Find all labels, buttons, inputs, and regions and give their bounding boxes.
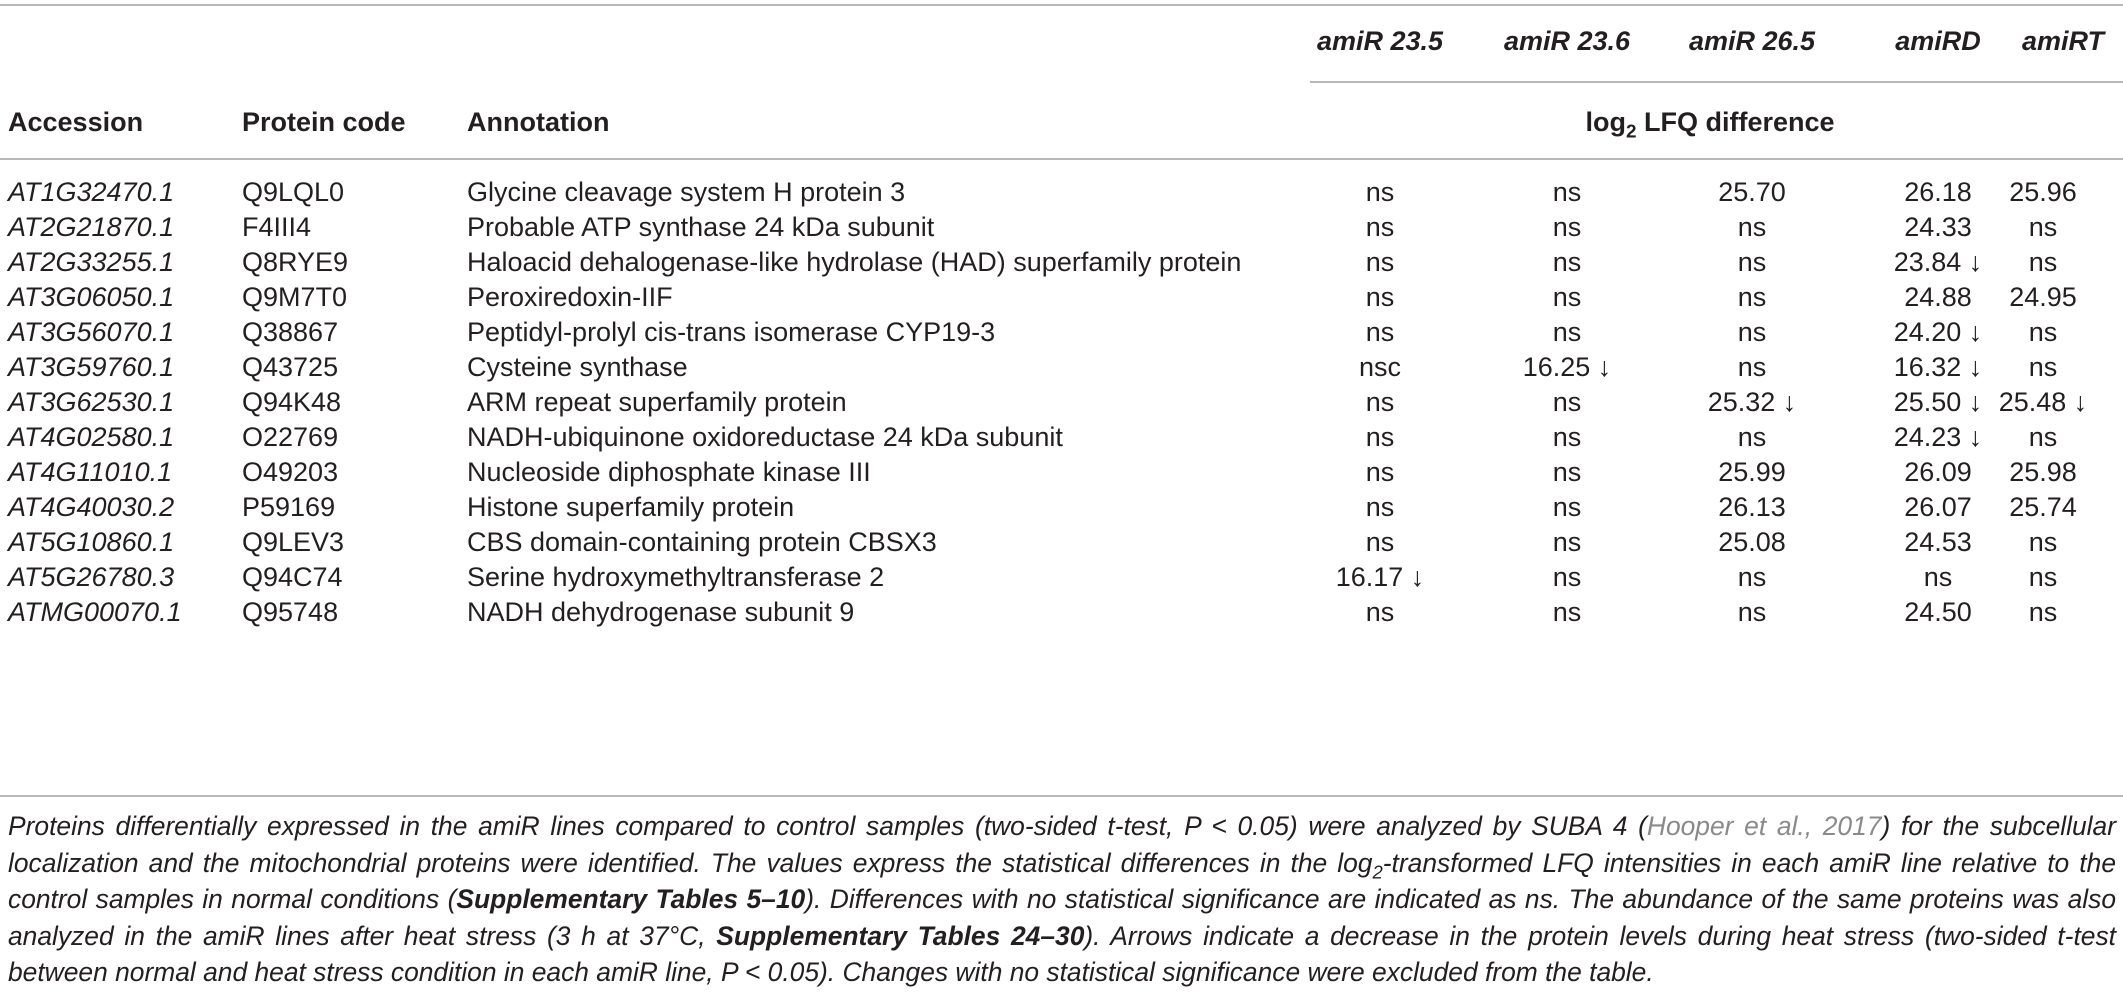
lfq-value-cell: 24.88 (1904, 282, 1972, 312)
column-header-amir-23-5: amiR 23.5 (1316, 26, 1444, 56)
footnote-text-1: Proteins differentially expressed in the amiR lines compared to control samples (two-sided t-test, P < 0.05) were analyzed by SUBA 4 ( (8, 811, 1647, 841)
column-header-lfq-difference (1510, 106, 1910, 143)
protein-code-cell: Q94K48 (242, 387, 342, 417)
lfq-value-cell: ns (2028, 317, 2058, 347)
lfq-value-cell: ns (1365, 597, 1395, 627)
lfq-value-cell: 24.23 ↓ (1893, 422, 1983, 452)
lfq-value-cell: 26.09 (1904, 457, 1972, 487)
lfq-value-cell: ns (1737, 562, 1767, 592)
lfq-value-cell: 25.50 ↓ (1893, 387, 1983, 417)
lfq-value-cell: 25.96 (2009, 177, 2077, 207)
lfq-value-cell: ns (2028, 527, 2058, 557)
annotation-cell: Probable ATP synthase 24 kDa subunit (467, 212, 935, 242)
lfq-value-cell: ns (1552, 247, 1582, 277)
column-header-amirt: amiRT (2021, 26, 2105, 56)
lfq-value-cell: ns (1552, 387, 1582, 417)
lfq-value-cell: ns (1552, 212, 1582, 242)
annotation-cell: Peptidyl-prolyl cis-trans isomerase CYP19-3 (467, 317, 996, 347)
lfq-value-cell: 24.50 (1904, 597, 1972, 627)
accession-cell: AT5G26780.3 (8, 562, 175, 592)
protein-code-cell: P59169 (242, 492, 336, 522)
lfq-value-cell: 26.07 (1904, 492, 1972, 522)
lfq-value-cell: ns (1365, 282, 1395, 312)
accession-cell: AT1G32470.1 (8, 177, 175, 207)
column-header-protein-code: Protein code (242, 107, 406, 137)
lfq-value-cell: ns (1365, 422, 1395, 452)
lfq-value-cell: ns (2028, 562, 2058, 592)
lfq-value-cell: ns (1365, 317, 1395, 347)
lfq-value-cell: 25.48 ↓ (1998, 387, 2088, 417)
lfq-value-cell: ns (1365, 212, 1395, 242)
protein-code-cell: Q9M7T0 (242, 282, 348, 312)
lfq-value-cell: ns (2028, 212, 2058, 242)
accession-cell: AT3G62530.1 (8, 387, 175, 417)
lfq-value-cell: 24.53 (1904, 527, 1972, 557)
footnote-supplementary-ref-1[interactable]: Supplementary Tables 5–10 (456, 884, 806, 914)
protein-code-cell: Q94C74 (242, 562, 343, 592)
accession-cell: AT5G10860.1 (8, 527, 175, 557)
protein-code-cell: Q9LEV3 (242, 527, 345, 557)
accession-cell: AT4G02580.1 (8, 422, 175, 452)
lfq-value-cell: 25.32 ↓ (1707, 387, 1797, 417)
annotation-cell: Nucleoside diphosphate kinase III (467, 457, 871, 487)
lfq-value-cell: ns (1737, 282, 1767, 312)
accession-cell: ATMG00070.1 (8, 597, 182, 627)
lfq-value-cell: ns (1737, 247, 1767, 277)
annotation-cell: NADH dehydrogenase subunit 9 (467, 597, 855, 627)
lfq-value-cell: 24.33 (1904, 212, 1972, 242)
annotation-cell: Cysteine synthase (467, 352, 688, 382)
footnote-text-2: ) for the subcellular localization and the mitochondrial proteins were identified. The values express the statistical differences in the log (8, 811, 2116, 878)
lfq-value-cell: ns (1552, 422, 1582, 452)
protein-code-cell: Q38867 (242, 317, 339, 347)
lfq-value-cell: 26.13 (1718, 492, 1786, 522)
column-header-amird: amiRD (1895, 26, 1981, 56)
lfq-value-cell: 16.25 ↓ (1522, 352, 1612, 382)
protein-code-cell: Q9LQL0 (242, 177, 345, 207)
lfq-value-cell: ns (1365, 247, 1395, 277)
lfq-value-cell: 25.70 (1718, 177, 1786, 207)
lfq-value-cell: ns (1923, 562, 1953, 592)
footnote-text-5: ). Arrows indicate a decrease in the protein levels during heat stress (two-sided t-test between normal and heat stress condition in each amiR line, P < 0.05). Changes with no statistical significance were excluded from the table. (8, 920, 2117, 987)
lfq-difference-label: LFQ difference (1636, 107, 1835, 137)
accession-cell: AT4G11010.1 (8, 457, 173, 487)
column-header-amir-23-6: amiR 23.6 (1503, 26, 1631, 56)
lfq-value-cell: 26.18 (1904, 177, 1972, 207)
accession-cell: AT3G06050.1 (8, 282, 175, 312)
lfq-value-cell: ns (1552, 527, 1582, 557)
protein-code-cell: O49203 (242, 457, 339, 487)
lfq-value-cell: 25.99 (1718, 457, 1786, 487)
lfq-value-cell: 16.17 ↓ (1335, 562, 1425, 592)
amir-group-rule (1310, 81, 2123, 83)
footnote-reference-link[interactable]: Hooper et al., 2017 (1646, 811, 1882, 841)
lfq-value-cell: ns (1737, 352, 1767, 382)
bottom-rule (0, 795, 2123, 797)
lfq-value-cell: 25.74 (2009, 492, 2077, 522)
lfq-value-cell: ns (2028, 352, 2058, 382)
lfq-value-cell: ns (1737, 422, 1767, 452)
column-header-annotation: Annotation (467, 107, 610, 137)
lfq-value-cell: ns (1552, 177, 1582, 207)
annotation-cell: Glycine cleavage system H protein 3 (467, 177, 906, 207)
annotation-cell: ARM repeat superfamily protein (467, 387, 847, 417)
header-rule (0, 158, 2123, 160)
lfq-log-label: log (1585, 107, 1626, 137)
annotation-cell: Serine hydroxymethyltransferase 2 (467, 562, 885, 592)
lfq-value-cell: ns (1365, 387, 1395, 417)
annotation-cell: Peroxiredoxin-IIF (467, 282, 673, 312)
lfq-value-cell: ns (1552, 597, 1582, 627)
accession-cell: AT3G59760.1 (8, 352, 175, 382)
annotation-cell: Histone superfamily protein (467, 492, 795, 522)
lfq-value-cell: 25.08 (1718, 527, 1786, 557)
annotation-cell: NADH-ubiquinone oxidoreductase 24 kDa subunit (467, 422, 1063, 452)
protein-code-cell: F4III4 (242, 212, 312, 242)
lfq-value-cell: ns (1365, 527, 1395, 557)
lfq-value-cell: 24.20 ↓ (1893, 317, 1983, 347)
footnote-subscript: 2 (1372, 860, 1383, 882)
lfq-value-cell: 23.84 ↓ (1893, 247, 1983, 277)
lfq-value-cell: ns (1365, 177, 1395, 207)
lfq-value-cell: ns (2028, 597, 2058, 627)
protein-code-cell: Q43725 (242, 352, 339, 382)
accession-cell: AT3G56070.1 (8, 317, 175, 347)
accession-cell: AT2G33255.1 (8, 247, 175, 277)
lfq-value-cell: ns (1552, 562, 1582, 592)
accession-cell: AT2G21870.1 (8, 212, 175, 242)
lfq-value-cell: ns (1552, 457, 1582, 487)
lfq-value-cell: ns (2028, 247, 2058, 277)
top-rule (0, 4, 2123, 6)
lfq-value-cell: nsc (1358, 352, 1402, 382)
lfq-value-cell: ns (1737, 597, 1767, 627)
annotation-cell: CBS domain-containing protein CBSX3 (467, 527, 937, 557)
annotation-cell: Haloacid dehalogenase-like hydrolase (HAD) superfamily protein (467, 247, 1242, 277)
lfq-value-cell: ns (1365, 457, 1395, 487)
lfq-value-cell: 25.98 (2009, 457, 2077, 487)
lfq-value-cell: ns (1552, 492, 1582, 522)
table-footnote (8, 808, 2116, 991)
footnote-text-3: -transformed LFQ intensities in each amiR line relative to the control samples in normal conditions ( (8, 847, 2116, 914)
lfq-log-subscript: 2 (1625, 121, 1637, 143)
column-header-accession: Accession (8, 107, 144, 137)
lfq-value-cell: ns (1737, 317, 1767, 347)
footnote-text-4: ). Differences with no statistical significance are indicated as ns. The abundance of the same proteins was also analyzed in the amiR lines after heat stress (3 h at 37°C, (8, 884, 2116, 951)
lfq-value-cell: 24.95 (2009, 282, 2077, 312)
protein-code-cell: Q8RYE9 (242, 247, 349, 277)
lfq-value-cell: ns (1365, 492, 1395, 522)
protein-code-cell: Q95748 (242, 597, 339, 627)
lfq-value-cell: ns (1552, 317, 1582, 347)
accession-cell: AT4G40030.2 (8, 492, 175, 522)
protein-code-cell: O22769 (242, 422, 339, 452)
lfq-value-cell: ns (1552, 282, 1582, 312)
column-header-amir-26-5: amiR 26.5 (1688, 26, 1816, 56)
lfq-value-cell: ns (2028, 422, 2058, 452)
footnote-supplementary-ref-2[interactable]: Supplementary Tables 24–30 (716, 920, 1085, 951)
lfq-value-cell: 16.32 ↓ (1893, 352, 1983, 382)
lfq-value-cell: ns (1737, 212, 1767, 242)
